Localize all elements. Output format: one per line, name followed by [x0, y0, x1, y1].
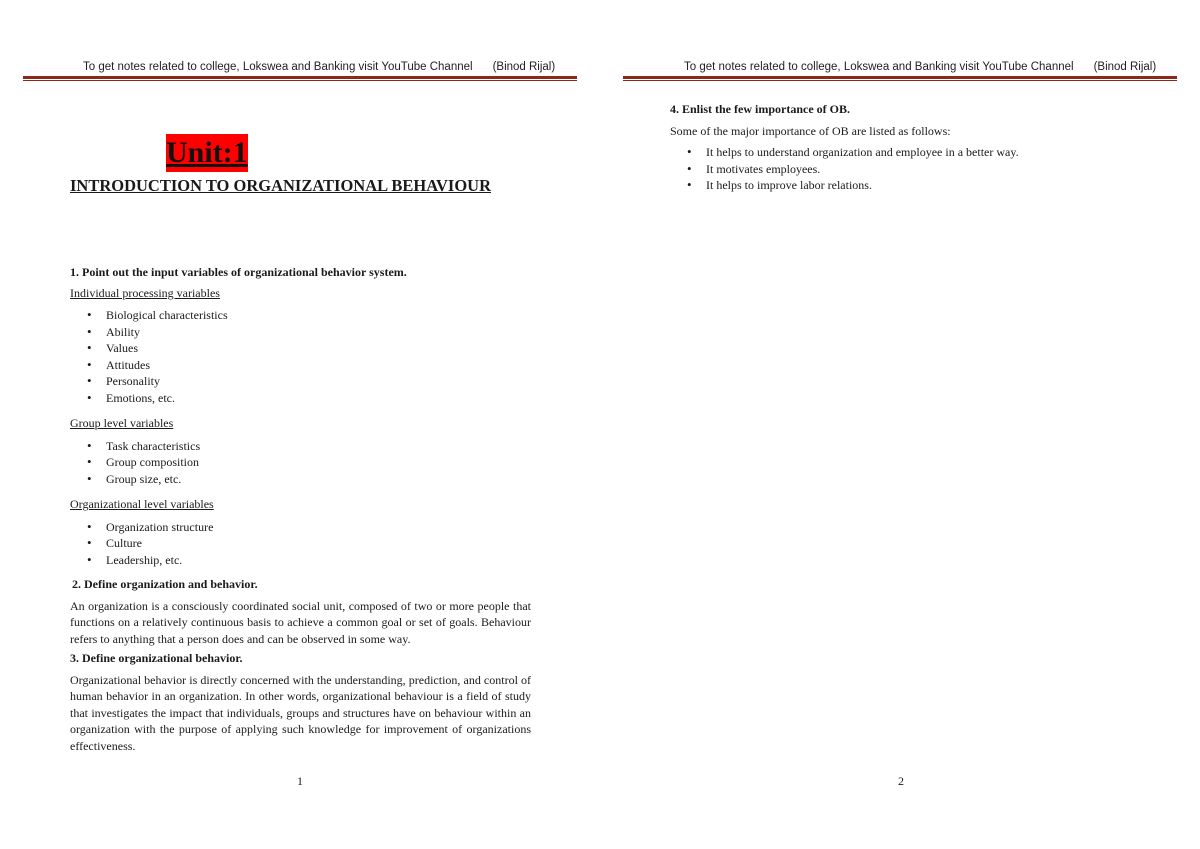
importance-list — [670, 144, 1131, 194]
question-4: 4. Enlist the few importance of OB. — [670, 102, 850, 116]
list-item: • Personality — [70, 373, 531, 390]
page-2 — [600, 0, 1200, 849]
list-item: • Values — [70, 340, 531, 357]
question-1-block — [70, 264, 531, 568]
question-1: 1. Point out the input variables of organizational behavior system. — [70, 265, 407, 279]
page-number: 2 — [898, 774, 904, 788]
list-item: • Emotions, etc. — [70, 390, 531, 407]
list-item: • Ability — [70, 324, 531, 341]
page-number: 1 — [297, 774, 303, 788]
question-3: 3. Define organizational behavior. — [70, 651, 243, 665]
question-2-block — [70, 576, 531, 647]
header-channel: (Binod Rijal) — [1093, 61, 1157, 73]
individual-variables-heading: Individual processing variables — [70, 285, 220, 300]
question-4-intro: Some of the major importance of OB are listed as follows: — [670, 123, 951, 138]
organizational-variables-heading: Organizational level variables — [70, 497, 214, 511]
header-channel: (Binod Rijal) — [492, 61, 556, 73]
list-item: • Task characteristics — [70, 438, 531, 455]
page-header — [83, 61, 683, 73]
answer-3: Organizational behavior is directly concerned with the understanding, prediction, and control of human behavior in an organization. In other words, organizational behaviour is a field of study that investigates the impact that individuals, groups and structures have on behaviour within an organization with the purpose of applying such knowledge for improvement of organizations effectiveness. — [70, 672, 531, 753]
list-item: • Leadership, etc. — [70, 552, 531, 569]
list-item: • Culture — [70, 535, 531, 552]
answer-2: An organization is a consciously coordinated social unit, composed of two or more people that functions on a relatively continuous basis to achieve a common goal or set of goals. Behaviour refers to anything that a person does and can be observed in some way. — [70, 598, 531, 646]
list-item: • Attitudes — [70, 357, 531, 374]
header-rule — [23, 76, 577, 81]
list-item: • It helps to improve labor relations. — [670, 177, 1131, 194]
unit-label: Unit:1 — [166, 134, 248, 172]
list-item: • It motivates employees. — [670, 161, 1131, 178]
header-rule — [623, 76, 1177, 81]
question-2: 2. Define organization and behavior. — [72, 577, 258, 591]
group-variables-heading: Group level variables — [70, 416, 174, 430]
question-3-block — [70, 650, 531, 754]
group-variables-list — [70, 438, 531, 488]
page-header — [684, 61, 1200, 73]
header-notice: To get notes related to college, Lokswea and Banking visit YouTube Channel — [83, 61, 473, 73]
question-4-block — [670, 101, 1131, 194]
list-item: • Biological characteristics — [70, 307, 531, 324]
list-item: • Group size, etc. — [70, 471, 531, 488]
list-item: • Group composition — [70, 454, 531, 471]
organizational-variables-list — [70, 519, 531, 569]
chapter-title: INTRODUCTION TO ORGANIZATIONAL BEHAVIOUR — [70, 176, 491, 195]
list-item: • Organization structure — [70, 519, 531, 536]
list-item: • It helps to understand organization and employee in a better way. — [670, 144, 1131, 161]
individual-variables-list — [70, 307, 531, 406]
header-notice: To get notes related to college, Lokswea and Banking visit YouTube Channel — [684, 61, 1074, 73]
